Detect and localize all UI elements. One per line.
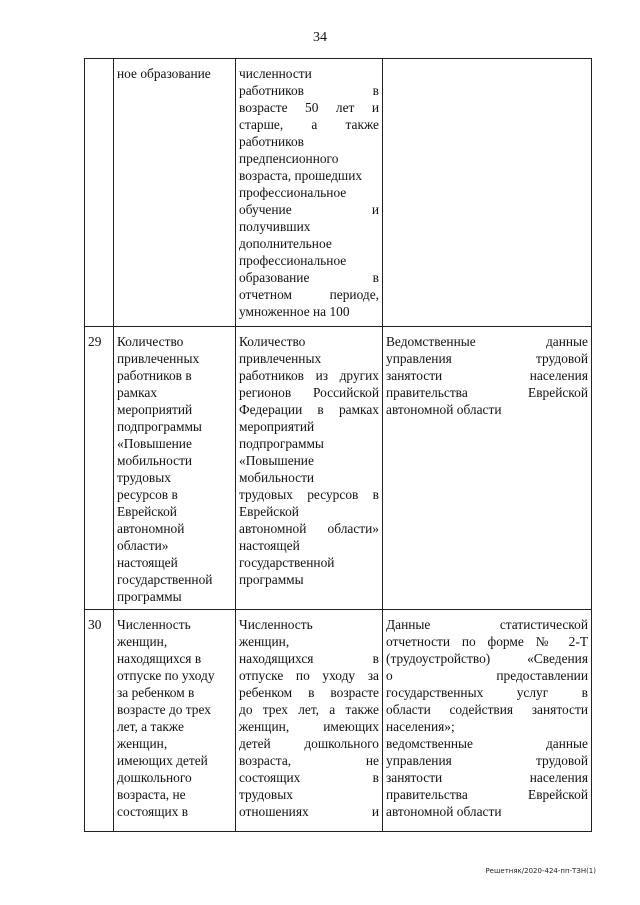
cell-text-line: населения»; xyxy=(386,719,455,734)
cell-text-line: возраста, не xyxy=(117,787,186,802)
cell-text-line: находящихся в xyxy=(117,651,202,666)
table-row xyxy=(85,327,592,610)
cell-text-line: управления трудовой xyxy=(386,753,588,768)
cell-text-line: «Повышение xyxy=(239,453,314,468)
cell-text-line: состоящих в xyxy=(239,770,379,785)
cell-text-line: рамках xyxy=(117,385,158,400)
cell-text-line: Количество xyxy=(239,334,306,349)
calculation-method xyxy=(236,59,383,327)
cell-text-line: за ребенком в xyxy=(117,685,195,700)
cell-text-line: мероприятий xyxy=(117,402,193,417)
cell-text-line: возраста, не xyxy=(239,753,379,768)
cell-text-line: Данные статистической xyxy=(386,617,588,632)
cell-text-line: Еврейской xyxy=(239,504,299,519)
cell-text-line: подпрограммы xyxy=(239,436,324,451)
cell-text-line: численности xyxy=(239,66,312,81)
cell-text-line: работников из других xyxy=(239,368,379,383)
cell-text-line: привлеченных xyxy=(239,351,322,366)
table-row xyxy=(85,59,592,327)
cell-text-line: настоящей xyxy=(117,555,178,570)
cell-text-line: Ведомственные данные xyxy=(386,334,588,349)
cell-text-line: возрасте 50 лет и xyxy=(239,100,379,115)
cell-text-line: регионов Российской xyxy=(239,385,379,400)
cell-text-line: трудовых xyxy=(117,470,171,485)
cell-text-line: профессиональное xyxy=(239,185,347,200)
row-number xyxy=(85,59,114,327)
row-number: 30 xyxy=(85,610,114,832)
cell-text-line: образование в xyxy=(239,270,379,285)
cell-text-line: государственных услуг в xyxy=(386,685,588,700)
cell-text-line: получивших xyxy=(239,219,311,234)
cell-text-line: автономной области» xyxy=(239,521,379,536)
cell-text-line: отношениях и xyxy=(239,804,379,819)
cell-text-line: лет, а также xyxy=(117,719,184,734)
cell-text-line: Численность xyxy=(117,617,191,632)
calculation-method xyxy=(236,327,383,610)
cell-text-line: отчетности по форме № 2-Т xyxy=(386,634,588,649)
document-footer-code: Решетняк/2020-424-пп-ТЗН(1) xyxy=(485,867,596,875)
cell-text-line: женщин, xyxy=(117,736,168,751)
cell-text-line: предпенсионного xyxy=(239,151,339,166)
cell-text-line: подпрограммы xyxy=(117,419,202,434)
cell-text-line: дошкольного xyxy=(117,770,192,785)
cell-text-line: имеющих детей xyxy=(117,753,208,768)
cell-text-line: о предоставлении xyxy=(386,668,588,683)
indicator-name xyxy=(114,327,236,610)
cell-text-line: трудовых xyxy=(239,787,293,802)
cell-text-line: программы xyxy=(117,589,182,604)
cell-text-line: области» xyxy=(117,538,169,553)
cell-text-line: ребенком в возрасте xyxy=(239,685,379,700)
data-source xyxy=(383,59,592,327)
data-source xyxy=(383,327,592,610)
cell-text-line: государственной xyxy=(239,555,335,570)
cell-text-line: умноженное на 100 xyxy=(239,304,350,319)
cell-text-line: работников xyxy=(239,134,304,149)
cell-text-line: ведомственные данные xyxy=(386,736,588,751)
cell-text-line: занятости населения xyxy=(386,368,588,383)
cell-text-line: «Повышение xyxy=(117,436,192,451)
cell-text-line: Количество xyxy=(117,334,184,349)
cell-text-line: Еврейской xyxy=(117,504,177,519)
cell-text-line: мероприятий xyxy=(239,419,315,434)
cell-text-line: настоящей xyxy=(239,538,300,553)
cell-text-line: женщин, имеющих xyxy=(239,719,379,734)
cell-text-line: работников в xyxy=(239,83,379,98)
cell-text-line: автономной области xyxy=(386,804,502,819)
cell-text-line: отчетном периоде, xyxy=(239,287,379,302)
indicators-table xyxy=(84,58,592,832)
indicator-name xyxy=(114,610,236,832)
indicator-name xyxy=(114,59,236,327)
cell-text-line: возрасте до трех xyxy=(117,702,211,717)
cell-text-line: программы xyxy=(239,572,304,587)
cell-text-line: дополнительное xyxy=(239,236,332,251)
cell-text-line: мобильности xyxy=(239,470,315,485)
cell-text-line: мобильности xyxy=(117,453,193,468)
cell-text-line: работников в xyxy=(117,368,192,383)
table-row xyxy=(85,610,592,832)
cell-text-line: привлеченных xyxy=(117,351,200,366)
cell-text-line: состоящих в xyxy=(117,804,189,819)
cell-text-line: ресурсов в xyxy=(117,487,178,502)
page-number: 34 xyxy=(313,30,327,45)
row-number: 29 xyxy=(85,327,114,610)
cell-text-line: Федерации в рамках xyxy=(239,402,379,417)
cell-text-line: автономной области xyxy=(386,402,502,417)
cell-text-line: отпуске по уходу за xyxy=(239,668,379,683)
cell-text-line: (трудоустройство) «Сведения xyxy=(386,651,588,666)
cell-text-line: старше, а также xyxy=(239,117,379,132)
calculation-method xyxy=(236,610,383,832)
cell-text-line: Численность xyxy=(239,617,313,632)
cell-text-line: отпуске по уходу xyxy=(117,668,215,683)
cell-text-line: правительства Еврейской xyxy=(386,385,588,400)
cell-text-line: области содействия занятости xyxy=(386,702,588,717)
cell-text-line: государственной xyxy=(117,572,213,587)
cell-text-line: правительства Еврейской xyxy=(386,787,588,802)
cell-text-line: женщин, xyxy=(117,634,168,649)
cell-text-line: профессиональное xyxy=(239,253,347,268)
cell-text-line: ное образование xyxy=(117,66,211,81)
cell-text-line: до трех лет, а также xyxy=(239,702,379,717)
cell-text-line: детей дошкольного xyxy=(239,736,379,751)
cell-text-line: автономной xyxy=(117,521,185,536)
data-source xyxy=(383,610,592,832)
cell-text-line: обучение и xyxy=(239,202,379,217)
cell-text-line: занятости населения xyxy=(386,770,588,785)
cell-text-line: возраста, прошедших xyxy=(239,168,363,183)
cell-text-line: находящихся в xyxy=(239,651,379,666)
cell-text-line: управления трудовой xyxy=(386,351,588,366)
cell-text-line: трудовых ресурсов в xyxy=(239,487,379,502)
cell-text-line: женщин, xyxy=(239,634,290,649)
